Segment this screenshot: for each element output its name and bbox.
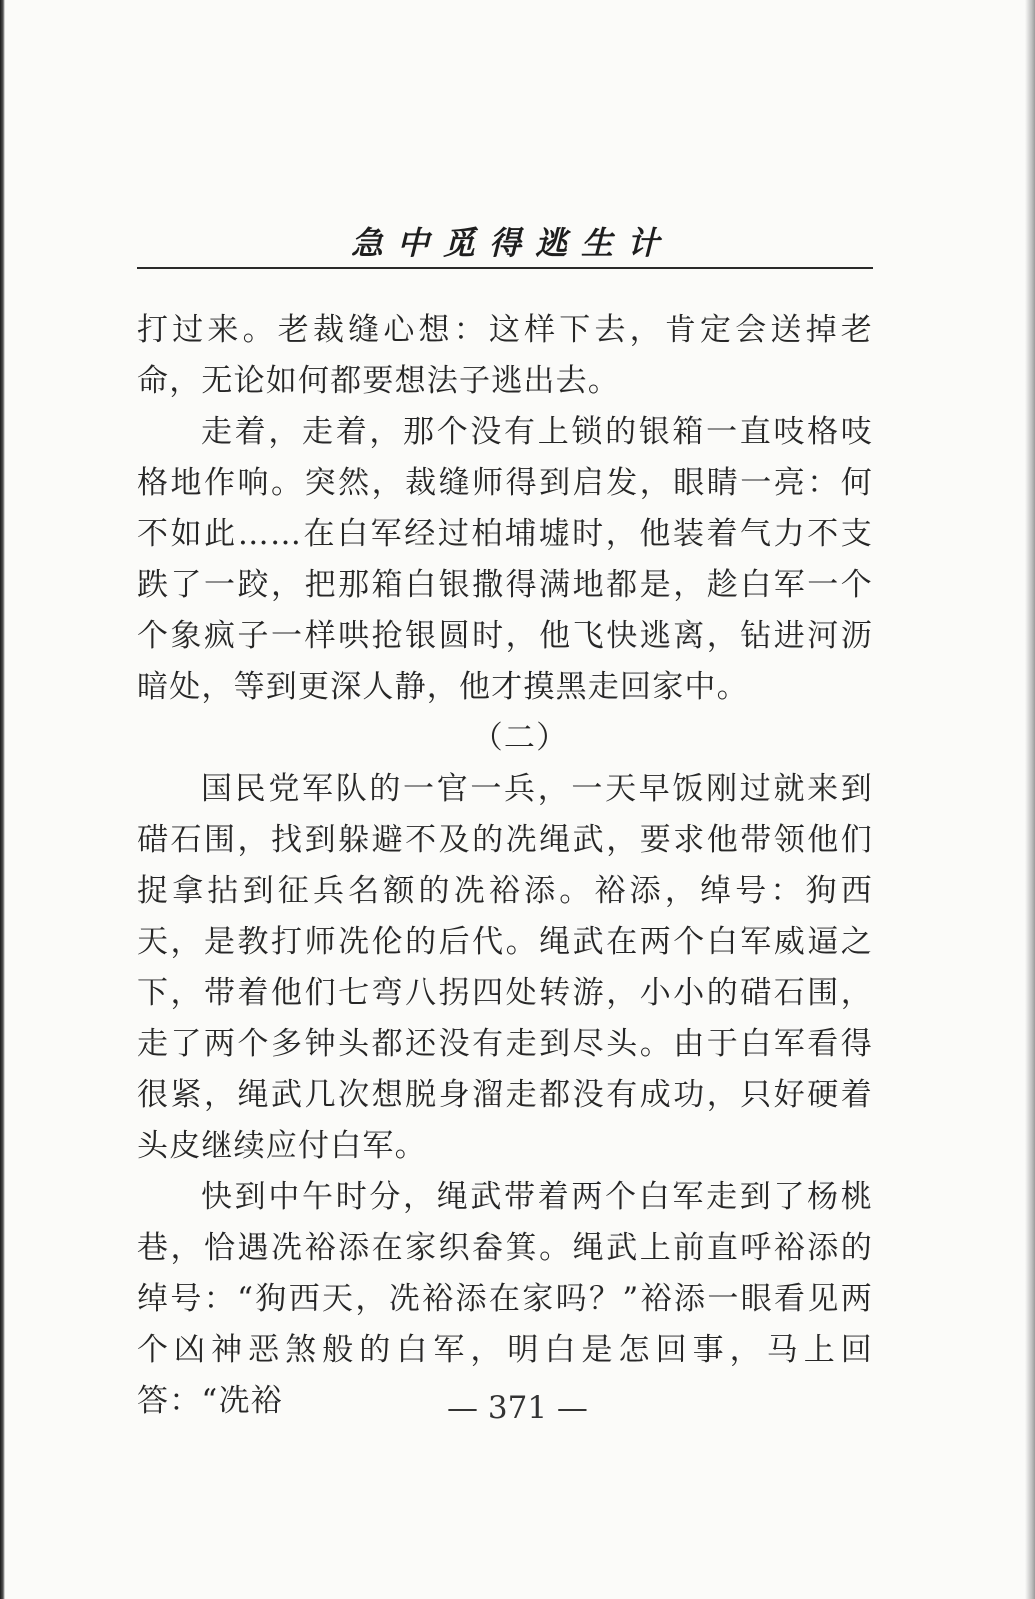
- page-edge-shadow-left: [0, 0, 5, 1599]
- section-heading: （二）: [471, 720, 569, 756]
- body-text: [137, 305, 873, 1427]
- paragraph: 走着，走着，那个没有上锁的银箱一直吱格吱格地作响。突然，裁缝师得到启发，眼睛一亮：何不如此……在白军经过柏埔墟时，他装着气力不支跌了一跤，把那箱白银撒得满地都是，趁白军一个个象疯子一样哄抢银圆时，他飞快逃离，钻进河沥暗处，等到更深人静，他才摸黑走回家中。: [137, 414, 873, 705]
- running-header: [137, 212, 873, 262]
- paragraph: 快到中午时分，绳武带着两个白军走到了杨桃巷，恰遇冼裕添在家织畚箕。绳武上前直呼裕添的绰号：“狗西天，冼裕添在家吗？”裕添一眼看见两个凶神恶煞般的白军，明白是怎回事，马上回答：“冼裕: [137, 1179, 873, 1419]
- paragraph: 国民党军队的一官一兵，一天早饭刚过就来到碏石围，找到躲避不及的冼绳武，要求他带领他们捉拿拈到征兵名额的冼裕添。裕添，绰号：狗西天，是教打师冼伦的后代。绳武在两个白军威逼之下，带着他们七弯八拐四处转游，小小的碏石围，走了两个多钟头都还没有走到尽头。由于白军看得很紧，绳武几次想脱身溜走都没有成功，只好硬着头皮继续应付白军。: [137, 771, 873, 1164]
- header-rule: [137, 267, 873, 269]
- running-header-title: 急中觅得逃生计: [350, 224, 673, 262]
- paragraph-continued: 打过来。老裁缝心想：这样下去，肯定会送掉老命，无论如何都要想法子逃出去。: [137, 312, 873, 399]
- page-edge-shadow-right: [1025, 0, 1035, 1599]
- page-number: — 371 —: [447, 1390, 588, 1426]
